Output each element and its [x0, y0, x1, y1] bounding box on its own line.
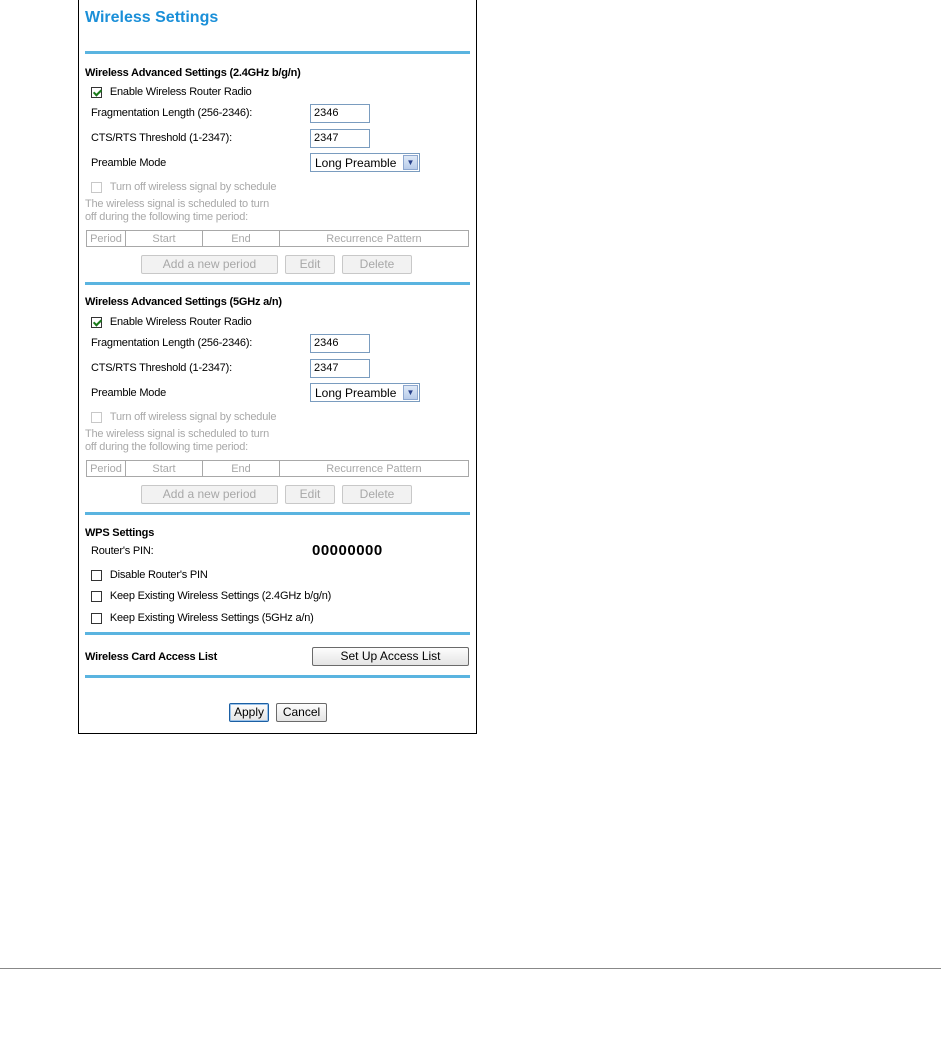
- column-header-end: End: [203, 231, 280, 247]
- page-footer-divider: [0, 968, 941, 969]
- schedule-5ghz-label: Turn off wireless signal by schedule: [109, 411, 277, 423]
- preamble-24ghz-select[interactable]: [310, 153, 420, 172]
- disable-pin-checkbox[interactable]: [91, 570, 102, 581]
- column-header-period: Period: [87, 461, 126, 477]
- keep-settings-24ghz-row[interactable]: [91, 590, 331, 602]
- preamble-5ghz-select[interactable]: [310, 383, 420, 402]
- divider: [85, 51, 470, 54]
- divider: [85, 632, 470, 635]
- enable-radio-5ghz-row[interactable]: [91, 316, 252, 328]
- schedule-5ghz-checkbox[interactable]: [91, 412, 102, 423]
- divider: [85, 282, 470, 285]
- access-list-label: Wireless Card Access List: [85, 651, 218, 663]
- keep-settings-5ghz-checkbox[interactable]: [91, 613, 102, 624]
- frag-length-5ghz-label: Fragmentation Length (256-2346):: [91, 337, 253, 349]
- schedule-24ghz-checkbox[interactable]: [91, 182, 102, 193]
- column-header-end: End: [203, 461, 280, 477]
- column-header-start: Start: [126, 461, 203, 477]
- keep-settings-5ghz-row[interactable]: [91, 612, 314, 624]
- delete-5ghz-button[interactable]: Delete: [342, 485, 412, 504]
- column-header-start: Start: [126, 231, 203, 247]
- preamble-24ghz-label: Preamble Mode: [91, 157, 167, 169]
- preamble-24ghz-value: Long Preamble: [315, 156, 397, 170]
- column-header-recurrence: Recurrence Pattern: [280, 461, 469, 477]
- enable-radio-24ghz-label: Enable Wireless Router Radio: [109, 86, 252, 98]
- cancel-button[interactable]: Cancel: [276, 703, 327, 722]
- section-header-wps: WPS Settings: [85, 527, 155, 539]
- add-period-24ghz-button[interactable]: Add a new period: [141, 255, 278, 274]
- rts-threshold-5ghz-input[interactable]: 2347: [310, 359, 370, 378]
- apply-button[interactable]: Apply: [229, 703, 269, 722]
- schedule-5ghz-row: [91, 411, 276, 423]
- schedule-note-5ghz-2: off during the following time period:: [85, 441, 248, 453]
- delete-24ghz-button[interactable]: Delete: [342, 255, 412, 274]
- schedule-table-5ghz: [86, 460, 469, 477]
- section-header-5ghz: Wireless Advanced Settings (5GHz a/n): [85, 296, 282, 308]
- schedule-note-24ghz-1: The wireless signal is scheduled to turn: [85, 198, 269, 210]
- rts-threshold-5ghz-label: CTS/RTS Threshold (1-2347):: [91, 362, 232, 374]
- router-pin-value: 00000000: [312, 542, 383, 559]
- schedule-24ghz-row: [91, 181, 276, 193]
- chevron-down-icon[interactable]: ▼: [403, 155, 418, 170]
- frag-length-24ghz-label: Fragmentation Length (256-2346):: [91, 107, 253, 119]
- schedule-note-5ghz-1: The wireless signal is scheduled to turn: [85, 428, 269, 440]
- preamble-5ghz-value: Long Preamble: [315, 386, 397, 400]
- rts-threshold-24ghz-input[interactable]: 2347: [310, 129, 370, 148]
- keep-settings-24ghz-checkbox[interactable]: [91, 591, 102, 602]
- divider: [85, 675, 470, 678]
- add-period-5ghz-button[interactable]: Add a new period: [141, 485, 278, 504]
- router-pin-label: Router's PIN:: [91, 545, 154, 557]
- schedule-note-24ghz-2: off during the following time period:: [85, 211, 248, 223]
- section-header-24ghz: Wireless Advanced Settings (2.4GHz b/g/n): [85, 67, 301, 79]
- divider: [85, 512, 470, 515]
- preamble-5ghz-label: Preamble Mode: [91, 387, 167, 399]
- rts-threshold-24ghz-label: CTS/RTS Threshold (1-2347):: [91, 132, 232, 144]
- frag-length-24ghz-input[interactable]: 2346: [310, 104, 370, 123]
- keep-settings-24ghz-label: Keep Existing Wireless Settings (2.4GHz b/g/n): [109, 590, 332, 602]
- enable-radio-5ghz-label: Enable Wireless Router Radio: [109, 316, 252, 328]
- chevron-down-icon[interactable]: ▼: [403, 385, 418, 400]
- disable-pin-label: Disable Router's PIN: [109, 569, 208, 581]
- enable-radio-24ghz-row[interactable]: [91, 86, 252, 98]
- enable-radio-24ghz-checkbox[interactable]: [91, 87, 102, 98]
- schedule-24ghz-label: Turn off wireless signal by schedule: [109, 181, 277, 193]
- disable-pin-row[interactable]: [91, 569, 208, 581]
- frag-length-5ghz-input[interactable]: 2346: [310, 334, 370, 353]
- schedule-table-24ghz: [86, 230, 469, 247]
- set-up-access-list-button[interactable]: Set Up Access List: [312, 647, 469, 666]
- column-header-period: Period: [87, 231, 126, 247]
- enable-radio-5ghz-checkbox[interactable]: [91, 317, 102, 328]
- keep-settings-5ghz-label: Keep Existing Wireless Settings (5GHz a/n): [109, 612, 314, 624]
- column-header-recurrence: Recurrence Pattern: [280, 231, 469, 247]
- edit-24ghz-button[interactable]: Edit: [285, 255, 335, 274]
- wireless-settings-panel: [78, 0, 477, 734]
- edit-5ghz-button[interactable]: Edit: [285, 485, 335, 504]
- page-title: Wireless Settings: [85, 9, 219, 26]
